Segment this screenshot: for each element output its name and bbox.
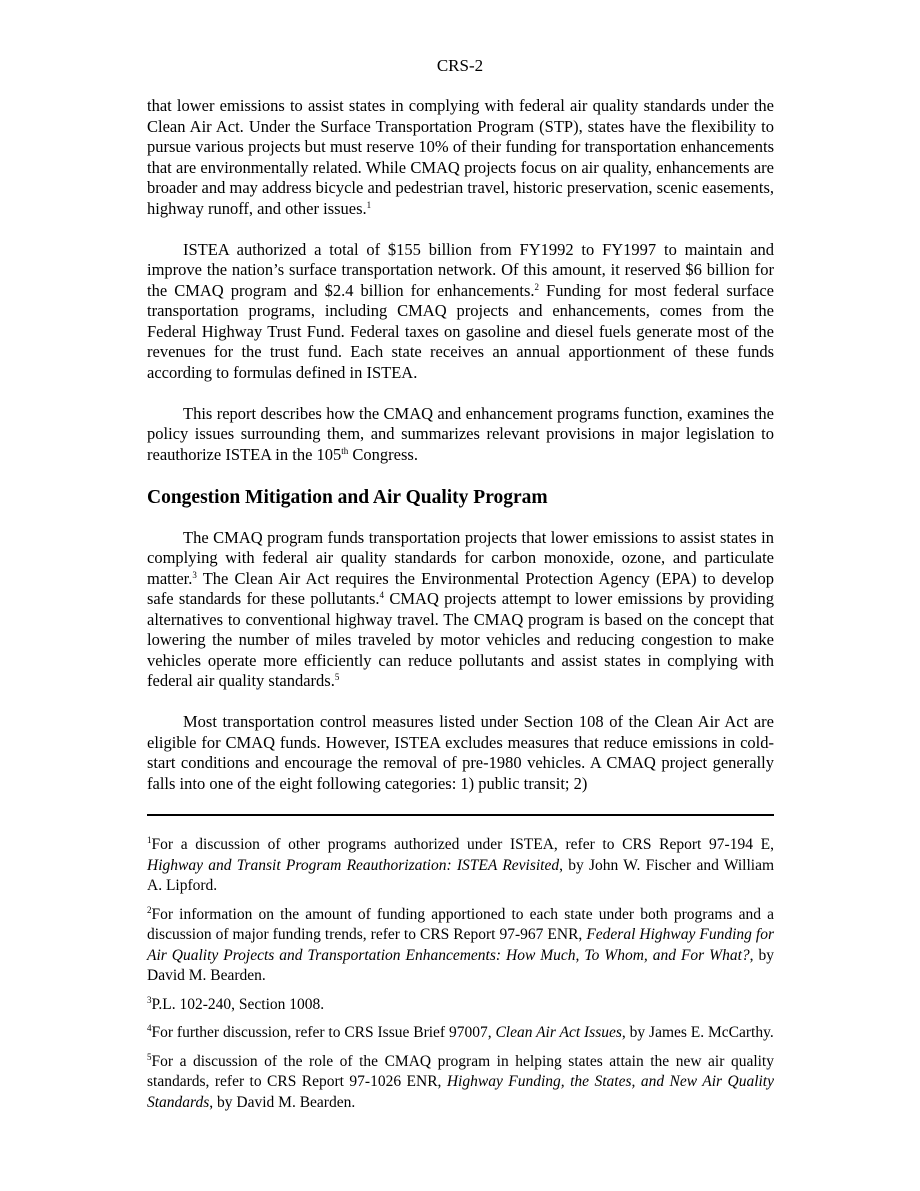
section-heading: Congestion Mitigation and Air Quality Program xyxy=(147,486,548,508)
paragraph-4-text-a: The CMAQ program funds transportation projects that lower emissions to assist states in complying with federal air quality standards for carbon monoxide, ozone, and particulate matter. xyxy=(147,527,774,588)
paragraph-5 xyxy=(147,712,774,794)
footnote-ref-1[interactable]: 1 xyxy=(366,199,372,210)
paragraph-2-text-a: ISTEA authorized a total of $155 billion from FY1992 to FY1997 to maintain and improve the nation’s surface transportation network. Of this amount, it reserved $6 billion for the CMAQ program and $2.4 billion for enhancements. xyxy=(147,239,774,300)
paragraph-1 xyxy=(147,96,774,219)
footnote-text: For a discussion of other programs authorized under ISTEA, refer to CRS Report 97-194 E, xyxy=(151,836,774,853)
paragraph-2-text-b: Funding for most federal surface transportation programs, including CMAQ projects and enhancements, comes from the Federal Highway Trust Fund. Federal taxes on gasoline and diesel fuels generate most of the revenues for the trust fund. Each state receives an annual apportionment of these funds according to formulas defined in ISTEA. xyxy=(147,280,774,382)
footnote-ref-5[interactable]: 5 xyxy=(334,672,340,682)
footnote-text: For a discussion of the role of the CMAQ program in helping states attain the new air quality standards, refer to CRS Report 97-1026 ENR, xyxy=(147,1052,774,1090)
footnote-text-end: , by John W. Fischer and William A. Lipford. xyxy=(147,856,774,894)
paragraph-3-text-b: Congress. xyxy=(348,444,418,464)
footnote-title: Highway Funding, the States, and New Air Quality Standards xyxy=(147,1073,774,1111)
footnotes-section xyxy=(147,835,774,1121)
footnote-ref-4[interactable]: 4 xyxy=(379,590,385,600)
footnote-number: 2 xyxy=(147,904,152,915)
footnote-3 xyxy=(147,995,774,1016)
paragraph-4-text-b: The Clean Air Act requires the Environmental Protection Agency (EPA) to develop safe standards for these pollutants. xyxy=(147,568,774,608)
body-text xyxy=(147,96,774,794)
footnote-number: 1 xyxy=(147,835,152,845)
page-number-label: CRS-2 xyxy=(436,56,484,75)
footnote-title: Highway and Transit Program Reauthorization: ISTEA Revisited xyxy=(147,856,560,874)
footnote-text: For information on the amount of funding apportioned to each state under both programs and a discussion of major funding trends, refer to CRS Report 97-967 ENR, xyxy=(147,905,774,943)
footnote-5 xyxy=(147,1052,774,1114)
paragraph-5-text: Most transportation control measures listed under Section 108 of the Clean Air Act are eligible for CMAQ funds. However, ISTEA excludes measures that reduce emissions in cold-start conditions and encourage the removal of pre-1980 vehicles. A CMAQ project generally falls into one of the eight following categories: 1) public transit; 2) xyxy=(147,712,774,793)
paragraph-3 xyxy=(147,404,774,466)
ordinal-superscript: th xyxy=(341,445,349,456)
footnote-text: P.L. 102-240, Section 1008. xyxy=(151,995,325,1013)
footnote-text-end: , by David M. Bearden. xyxy=(209,1093,356,1111)
footnote-2 xyxy=(147,905,774,987)
footnote-number: 4 xyxy=(147,1023,152,1033)
paragraph-4 xyxy=(147,528,774,692)
footnote-title: Clean Air Act Issues xyxy=(495,1024,622,1041)
footnote-number: 3 xyxy=(147,994,152,1005)
paragraph-2 xyxy=(147,240,774,384)
footnote-4 xyxy=(147,1023,774,1044)
footnote-1 xyxy=(147,835,774,897)
footnote-number: 5 xyxy=(147,1051,152,1062)
footnote-ref-3[interactable]: 3 xyxy=(192,569,197,580)
footnote-text-end: , by David M. Bearden. xyxy=(147,946,774,984)
paragraph-4-text-c: CMAQ projects attempt to lower emissions by providing alternatives to conventional highway travel. The CMAQ program is based on the concept that lowering the number of miles traveled by motor vehicles and reducing congestion to make vehicles operate more efficiently can reduce pollutants and assist states in complying with federal air quality standards. xyxy=(147,589,774,690)
footnote-ref-2[interactable]: 2 xyxy=(534,281,539,292)
footnote-title: Federal Highway Funding for Air Quality Projects and Transportation Enhancements: How Much, To Whom, and For What? xyxy=(147,926,774,964)
footnote-text: For further discussion, refer to CRS Issue Brief 97007, xyxy=(151,1024,496,1041)
footnote-text-end: , by James E. McCarthy. xyxy=(621,1024,774,1041)
paragraph-1-text: that lower emissions to assist states in complying with federal air quality standards under the Clean Air Act. Under the Surface Transportation Program (STP), states have the flexibility to pursue various projects but must reserve 10% of their funding for transportation enhancements that are environmentally related. While CMAQ projects focus on air quality, enhancements are broader and may address bicycle and pedestrian travel, historic preservation, scenic easements, highway runoff, and other issues. xyxy=(147,96,774,218)
footnote-divider xyxy=(147,814,774,816)
paragraph-3-text-a: This report describes how the CMAQ and enhancement programs function, examines the policy issues surrounding them, and summarizes relevant provisions in major legislation to reauthorize ISTEA in the 105 xyxy=(147,403,774,464)
